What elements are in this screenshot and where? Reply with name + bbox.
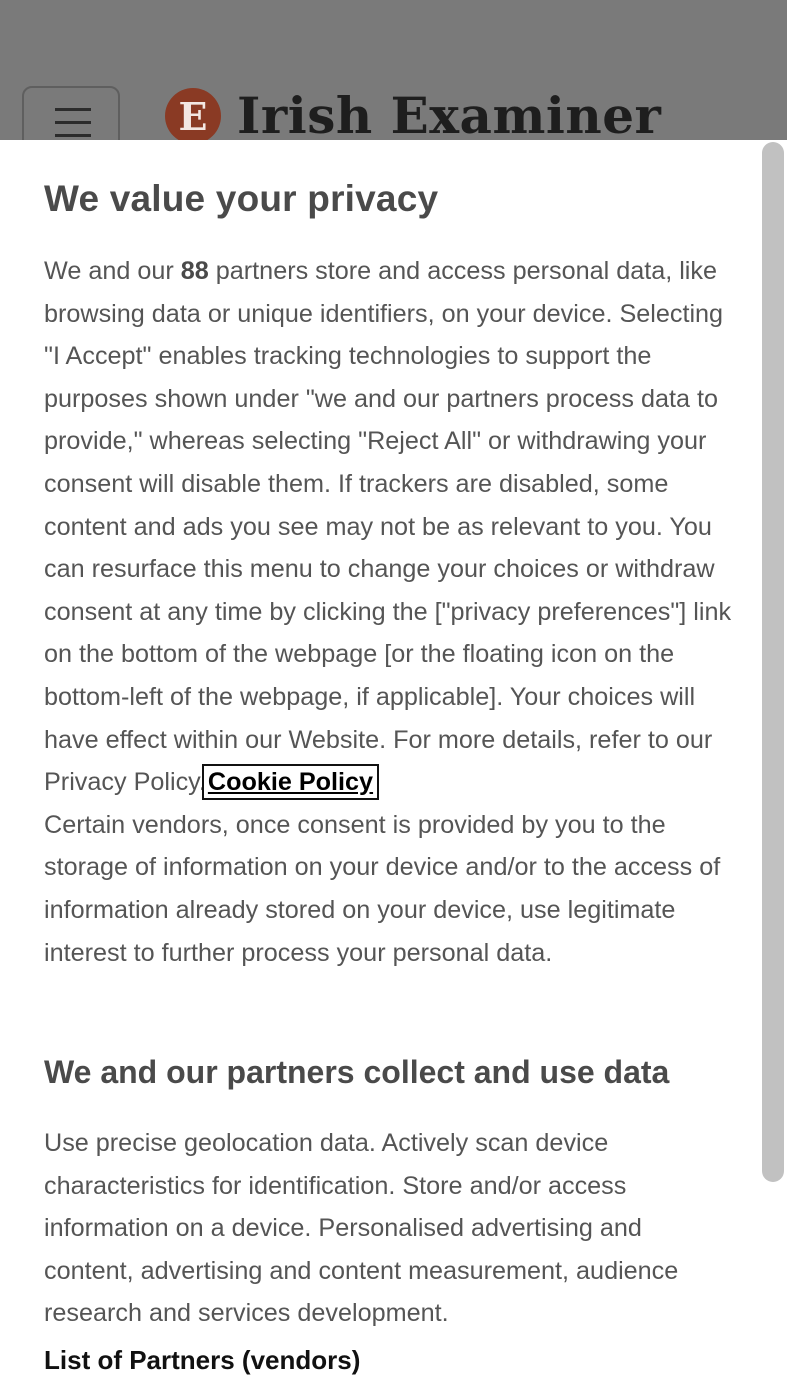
partner-count: 88 — [180, 257, 209, 285]
cookie-policy-link[interactable]: Cookie Policy — [207, 768, 374, 797]
intro-before-count: We and our — [44, 257, 181, 285]
hamburger-icon-bar — [55, 134, 91, 137]
hamburger-icon-bar — [55, 121, 91, 124]
section-title: We and our partners collect and use data — [44, 1054, 670, 1090]
intro-paragraph — [44, 250, 734, 804]
menu-button[interactable] — [22, 86, 120, 140]
list-of-partners-link[interactable]: List of Partners (vendors) — [44, 1345, 361, 1375]
site-header — [0, 0, 787, 140]
dialog-title: We value your privacy — [44, 178, 439, 219]
scrollbar-thumb[interactable] — [762, 142, 784, 1182]
logo-text: Irish Examiner — [237, 86, 662, 140]
vendors-paragraph: Certain vendors, once consent is provided by you to the storage of information on your device and/or to the access of information already stored on your device, use legitimate interest to further process your personal data. — [44, 810, 721, 967]
site-logo[interactable] — [165, 86, 661, 140]
purposes-text: Use precise geolocation data. Actively scan device characteristics for identification. Store and/or access information on a device. Personalised advertising and content, advertising and content measurement, audience research and services development. — [44, 1129, 679, 1328]
dialog-scrollbar[interactable] — [761, 140, 787, 1399]
intro-after-count: partners store and access personal data, like browsing data or unique identifiers, on your device. Selecting "I Accept" enables tracking technologies to support the purposes shown under "we and our partners process data to provide," whereas selecting "Reject All" or withdrawing your consent will disable them. If trackers are disabled, some content and ads you see may not be as relevant to you. You can resurface this menu to change your choices or withdraw consent at any time by clicking the ["privacy preferences"] link on the bottom of the webpage [or the floating icon on the bottom-left of the webpage, if applicable]. Your choices will have effect within our Website. For more details, refer to our Privacy Policy. — [44, 257, 732, 797]
logo-mark-icon: E — [165, 88, 221, 140]
privacy-consent-dialog — [0, 140, 787, 1399]
hamburger-icon — [55, 108, 91, 111]
consent-intro — [44, 250, 734, 974]
